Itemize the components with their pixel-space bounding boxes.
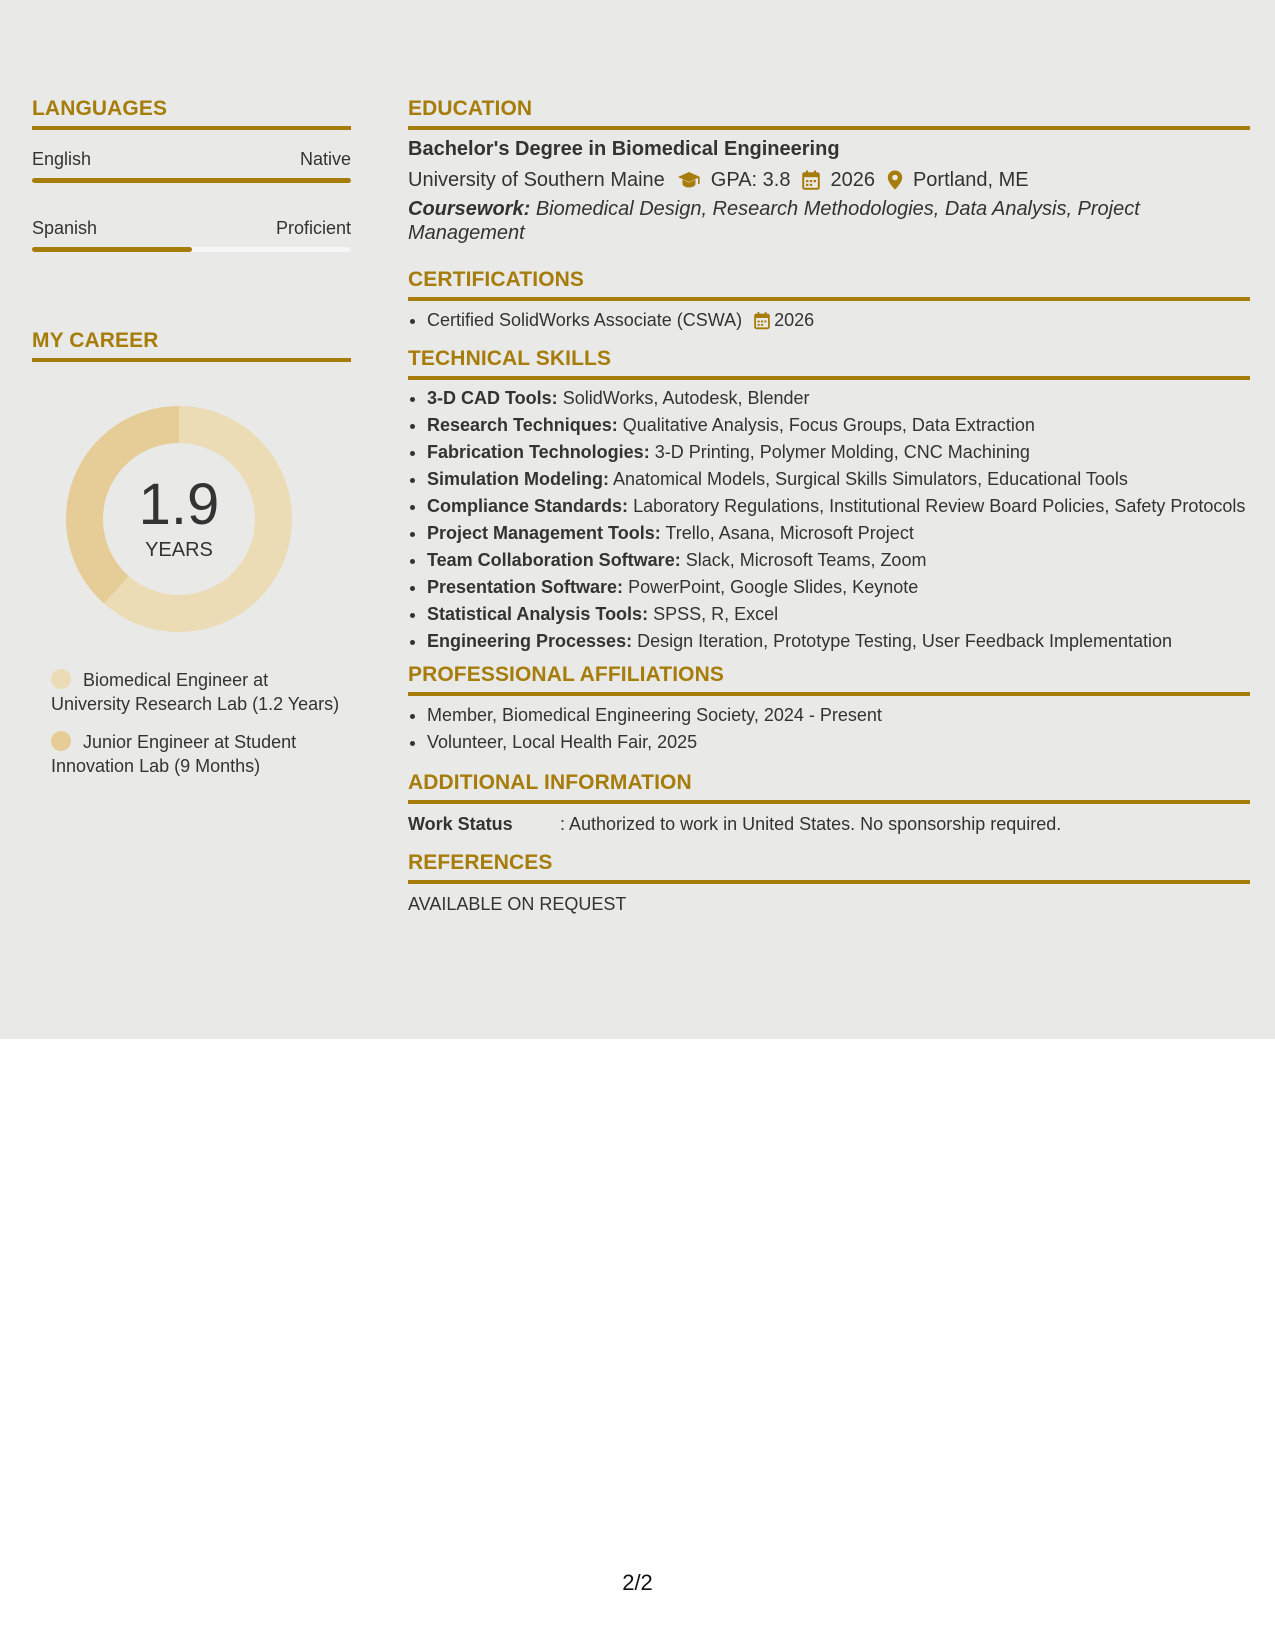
list-item [427,413,1250,437]
language-proficiency-fill [32,247,192,252]
work-status-value: : Authorized to work in United States. No sponsorship required. [560,814,1062,834]
graduation-year: 2026 [830,169,875,191]
calendar-icon [802,170,820,190]
list-item [427,629,1250,653]
gpa-value: GPA: 3.8 [710,169,791,191]
references-section [408,850,1250,916]
certifications-title: CERTIFICATIONS [408,267,1250,301]
skill-values: Laboratory Regulations, Institutional Review Board Policies, Safety Protocols [633,496,1246,516]
career-donut-chart [66,406,292,632]
references-title: REFERENCES [408,850,1250,884]
skill-values: Design Iteration, Prototype Testing, User Feedback Implementation [637,631,1173,651]
school-location: Portland, ME [912,169,1029,191]
list-item: • Volunteer, Local Health Fair, 2025 [427,729,1250,756]
language-proficiency-bar [32,247,351,252]
skill-values: Anatomical Models, Surgical Skills Simulators, Educational Tools [613,469,1128,489]
calendar-icon [754,311,770,330]
career-legend [51,668,341,778]
certification-name: • Certified SolidWorks Associate (CSWA) [427,310,743,330]
certifications-list [408,307,1250,334]
skill-category: Simulation Modeling: [427,469,609,489]
skill-values: Trello, Asana, Microsoft Project [665,523,914,543]
skill-values: 3-D Printing, Polymer Molding, CNC Machining [654,442,1030,462]
skills-list [408,386,1250,653]
additional-info-title: ADDITIONAL INFORMATION [408,770,1250,804]
skill-category: Compliance Standards: [427,496,629,516]
language-item [32,148,351,183]
skill-values: Slack, Microsoft Teams, Zoom [685,550,927,570]
career-total-unit: YEARS [145,539,213,561]
legend-label: Biomedical Engineer at University Research Lab (1.2 Years) [51,670,340,714]
skill-values: SolidWorks, Autodesk, Blender [562,388,810,408]
education-section [408,96,1250,245]
work-status-label: Work Status [408,814,513,834]
list-item: • Member, Biomedical Engineering Society, 2024 - Present [427,702,1250,729]
list-item [427,467,1250,491]
skill-category: Research Techniques: [427,415,618,435]
skill-category: Team Collaboration Software: [427,550,681,570]
languages-title: LANGUAGES [32,96,351,130]
list-item [427,307,1250,334]
affiliations-section [408,662,1250,756]
legend-color-dot [51,731,71,751]
language-proficiency-bar [32,178,351,183]
skill-category: Statistical Analysis Tools: [427,604,649,624]
affiliations-list [408,702,1250,756]
references-text: AVAILABLE ON REQUEST [408,894,627,914]
career-section [32,328,351,778]
list-item [427,440,1250,464]
certification-year: 2026 [774,310,815,330]
list-item [427,494,1250,518]
legend-item [51,668,341,716]
language-level: Native [299,149,351,169]
language-item [32,217,351,252]
list-item [427,521,1250,545]
list-item [427,575,1250,599]
skill-category: Presentation Software: [427,577,624,597]
languages-section [32,96,351,252]
skill-values: PowerPoint, Google Slides, Keynote [628,577,919,597]
language-level: Proficient [275,218,351,238]
skill-category: Project Management Tools: [427,523,661,543]
language-proficiency-fill [32,178,351,183]
coursework [408,197,1250,245]
legend-color-dot [51,669,71,689]
education-title: EDUCATION [408,96,1250,130]
skill-category: 3-D CAD Tools: [427,388,558,408]
list-item [427,386,1250,410]
language-name: English [32,149,92,169]
list-item [427,602,1250,626]
coursework-label: Coursework: [408,198,531,220]
legend-label: Junior Engineer at Student Innovation Lab (9 Months) [51,732,297,776]
skills-section [408,346,1250,653]
work-status-row [408,812,1250,836]
skill-values: Qualitative Analysis, Focus Groups, Data Extraction [622,415,1035,435]
left-column [32,96,351,792]
career-total-value: 1.9 [138,472,220,537]
skill-category: Engineering Processes: [427,631,633,651]
education-details [408,167,1250,193]
location-pin-icon [887,170,903,190]
school-name: University of Southern Maine [408,169,665,191]
affiliations-title: PROFESSIONAL AFFILIATIONS [408,662,1250,696]
career-title: MY CAREER [32,328,351,362]
additional-info-section [408,770,1250,836]
graduation-cap-icon [677,170,701,190]
language-name: Spanish [32,218,98,238]
skill-category: Fabrication Technologies: [427,442,650,462]
skills-title: TECHNICAL SKILLS [408,346,1250,380]
right-column [408,96,1250,916]
page-number: 2/2 [622,1570,653,1595]
certifications-section [408,267,1250,334]
list-item [427,548,1250,572]
degree-name: Bachelor's Degree in Biomedical Engineering [408,138,840,160]
legend-item [51,730,341,778]
skill-values: SPSS, R, Excel [653,604,779,624]
coursework-list: Biomedical Design, Research Methodologies, Data Analysis, Project Management [408,198,1140,244]
